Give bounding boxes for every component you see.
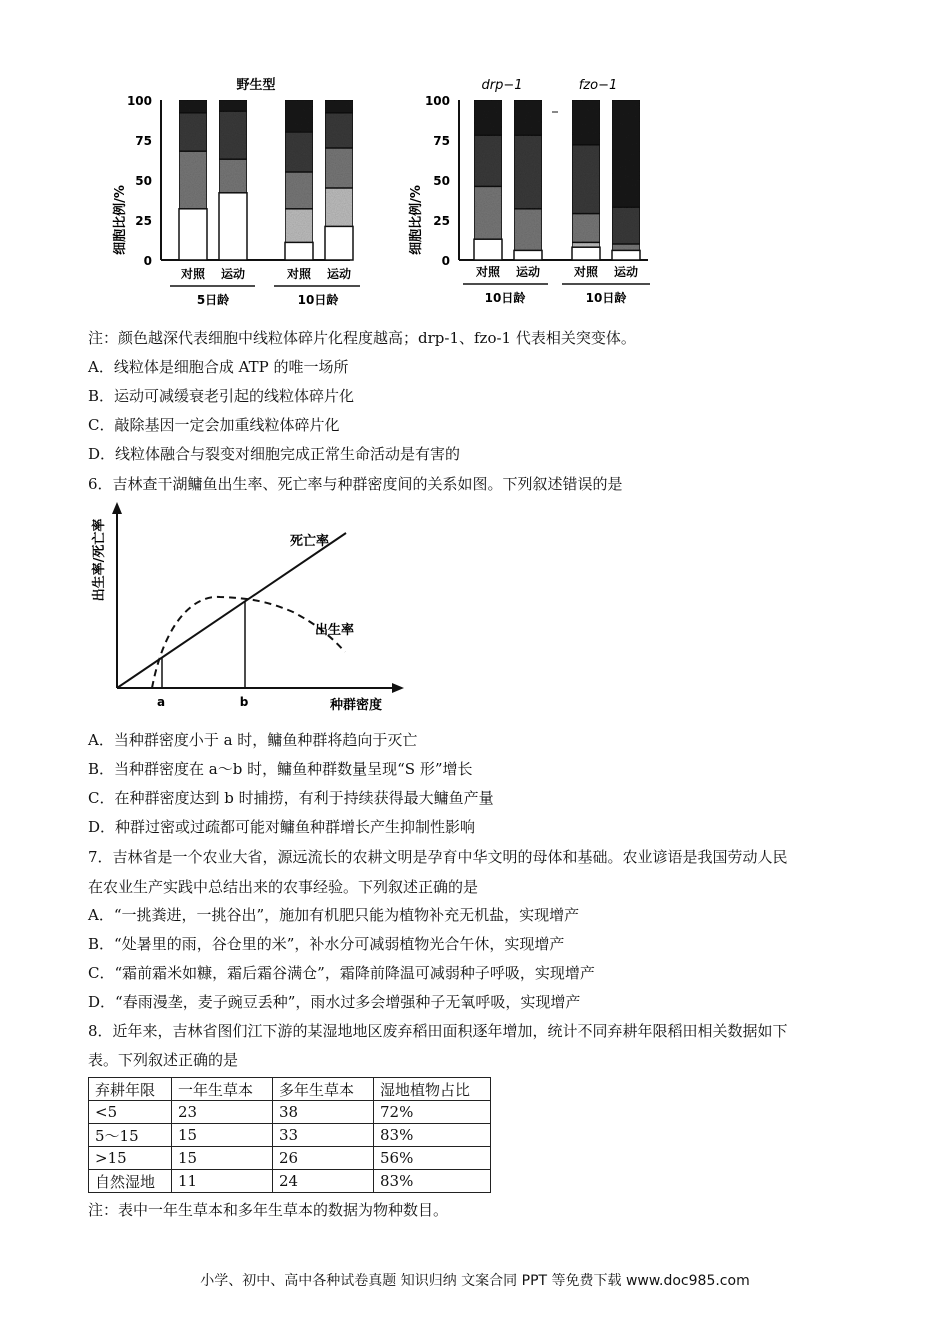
table-header: 弃耕年限 bbox=[89, 1078, 172, 1101]
table-header: 湿地植物占比 bbox=[374, 1078, 491, 1101]
right-bar2-label: 运动 bbox=[515, 265, 541, 279]
right-ytick-0: 0 bbox=[441, 254, 450, 268]
bar-segment bbox=[179, 151, 207, 209]
table-cell: 24 bbox=[273, 1170, 374, 1193]
bar-segment bbox=[612, 250, 640, 260]
q7-stem-line2: 在农业生产实践中总结出来的农事经验。下列叙述正确的是 bbox=[88, 878, 479, 896]
table-cell: 38 bbox=[273, 1101, 374, 1124]
table-header-row bbox=[89, 1078, 491, 1101]
bar-segment bbox=[285, 242, 313, 260]
bar-segment bbox=[474, 100, 502, 135]
bar-segment bbox=[179, 113, 207, 151]
right-bar4-label: 运动 bbox=[613, 265, 639, 279]
table-cell: 72% bbox=[374, 1101, 491, 1124]
q6-option-b: B．当种群密度在 a～b 时，鳙鱼种群数量呈现“S 形”增长 bbox=[88, 760, 473, 778]
bar-segment bbox=[325, 226, 353, 260]
table-cell: >15 bbox=[89, 1147, 172, 1170]
bar-segment bbox=[572, 145, 600, 214]
right-bar3-label: 对照 bbox=[573, 265, 599, 279]
bar-segment bbox=[285, 172, 313, 209]
bar-segment bbox=[179, 209, 207, 260]
left-group-10d: 10日龄 bbox=[297, 293, 339, 307]
left-bar1-label: 对照 bbox=[180, 267, 206, 281]
q5-option-b: B．运动可减缓衰老引起的线粒体碎片化 bbox=[88, 387, 355, 405]
q7-option-a: A．“一挑粪进，一挑谷出”，施加有机肥只能为植物补充无机盐，实现增产 bbox=[88, 906, 580, 924]
q7-option-c: C．“霜前霜米如糠，霜后霜谷满仓”，霜降前降温可减弱种子呼吸，实现增产 bbox=[88, 964, 595, 982]
table-cell: 23 bbox=[172, 1101, 273, 1124]
drp1-title: drp−1 bbox=[481, 78, 523, 93]
table-row bbox=[89, 1147, 491, 1170]
q5-option-a: A．线粒体是细胞合成 ATP 的唯一场所 bbox=[88, 358, 349, 376]
x-axis-label: 种群密度 bbox=[330, 698, 383, 713]
q5-note: 注：颜色越深代表细胞中线粒体碎片化程度越高；drp-1、fzo-1 代表相关突变体。 bbox=[88, 329, 636, 347]
q8-note: 注：表中一年生草本和多年生草本的数据为物种数目。 bbox=[88, 1201, 449, 1219]
bar-segment bbox=[514, 100, 542, 135]
left-bar4-label: 运动 bbox=[326, 267, 352, 281]
table-cell: 83% bbox=[374, 1124, 491, 1147]
right-ytick-75: 75 bbox=[433, 134, 450, 148]
q7-stem-line1: 7．吉林省是一个农业大省，源远流长的农耕文明是孕育中华文明的母体和基础。农业谚语是我国劳动人民 bbox=[88, 848, 788, 866]
bar-segment bbox=[514, 135, 542, 209]
bar-segment bbox=[474, 186, 502, 239]
left-ytick-50: 50 bbox=[135, 174, 152, 188]
table-cell: 5～15 bbox=[89, 1124, 172, 1147]
bar-segment bbox=[219, 111, 247, 159]
x-axis-arrow-icon bbox=[392, 683, 404, 693]
death-rate-line bbox=[117, 533, 346, 688]
q8-stem-line1: 8．近年来，吉林省图们江下游的某湿地地区废弃稻田面积逐年增加，统计不同弃耕年限稻田相关数据如下 bbox=[88, 1022, 788, 1040]
table-cell: <5 bbox=[89, 1101, 172, 1124]
q8-table bbox=[88, 1077, 491, 1193]
right-ytick-50: 50 bbox=[433, 174, 450, 188]
bar-segment bbox=[612, 244, 640, 250]
table-cell: 自然湿地 bbox=[89, 1170, 172, 1193]
bar-segment bbox=[285, 132, 313, 172]
label-a: a bbox=[156, 695, 166, 709]
q6-option-a: A．当种群密度小于 a 时，鳙鱼种群将趋向于灭亡 bbox=[88, 731, 418, 749]
left-y-axis-label: 细胞比例/% bbox=[113, 185, 128, 255]
right-bars bbox=[474, 100, 640, 260]
q6-stem: 6．吉林查干湖鳙鱼出生率、死亡率与种群密度间的关系如图。下列叙述错误的是 bbox=[88, 475, 623, 493]
q8-stem-line2: 表。下列叙述正确的是 bbox=[88, 1051, 239, 1069]
birth-rate-label: 出生率 bbox=[315, 623, 355, 638]
q6-option-c: C．在种群密度达到 b 时捕捞，有利于持续获得最大鳙鱼产量 bbox=[88, 789, 494, 807]
right-group-10d-a: 10日龄 bbox=[484, 291, 526, 305]
bar-segment bbox=[514, 250, 542, 260]
birth-rate-curve bbox=[152, 597, 345, 688]
fzo1-title: fzo−1 bbox=[578, 78, 618, 93]
left-ytick-25: 25 bbox=[135, 214, 152, 228]
bar-segment bbox=[612, 207, 640, 244]
table-cell: 26 bbox=[273, 1147, 374, 1170]
table-row bbox=[89, 1101, 491, 1124]
population-density-graph bbox=[80, 500, 420, 720]
bar-segment bbox=[474, 239, 502, 260]
bar-segment bbox=[285, 209, 313, 243]
table-header: 一年生草本 bbox=[172, 1078, 273, 1101]
bar-segment bbox=[572, 100, 600, 145]
table-row bbox=[89, 1170, 491, 1193]
bar-segment bbox=[219, 159, 247, 193]
right-ytick-100: 100 bbox=[424, 94, 450, 108]
bar-segment bbox=[612, 100, 640, 207]
table-cell: 56% bbox=[374, 1147, 491, 1170]
bar-segment bbox=[285, 100, 313, 132]
left-bars bbox=[179, 100, 353, 260]
left-ytick-0: 0 bbox=[143, 254, 152, 268]
q7-option-d: D．“春雨漫垄，麦子豌豆丢种”，雨水过多会增强种子无氧呼吸，实现增产 bbox=[88, 993, 581, 1011]
q5-option-c: C．敲除基因一定会加重线粒体碎片化 bbox=[88, 416, 340, 434]
right-bar1-label: 对照 bbox=[475, 265, 501, 279]
bar-segment bbox=[325, 148, 353, 188]
bar-segment bbox=[572, 214, 600, 243]
table-cell: 15 bbox=[172, 1147, 273, 1170]
left-bar2-label: 运动 bbox=[220, 267, 246, 281]
left-group-5d: 5日龄 bbox=[196, 293, 230, 307]
bar-segment bbox=[219, 100, 247, 111]
q7-option-b: B．“处暑里的雨，谷仓里的米”，补水分可减弱植物光合午休，实现增产 bbox=[88, 935, 565, 953]
bar-segment bbox=[179, 100, 207, 113]
table-header: 多年生草本 bbox=[273, 1078, 374, 1101]
page-footer: 小学、初中、高中各种试卷真题 知识归纳 文案合同 PPT 等免费下载 www.doc985.com bbox=[200, 1273, 750, 1289]
y-axis-arrow-icon bbox=[112, 502, 122, 514]
right-group-10d-b: 10日龄 bbox=[585, 291, 627, 305]
bar-segment bbox=[325, 188, 353, 226]
label-b: b bbox=[239, 695, 249, 709]
right-y-axis-label: 细胞比例/% bbox=[409, 185, 424, 255]
bar-segment bbox=[325, 113, 353, 148]
left-ytick-100: 100 bbox=[126, 94, 152, 108]
table-cell: 83% bbox=[374, 1170, 491, 1193]
bar-segment bbox=[474, 135, 502, 186]
left-ytick-75: 75 bbox=[135, 134, 152, 148]
wildtype-title: 野生型 bbox=[236, 78, 276, 93]
table-row bbox=[89, 1124, 491, 1147]
death-rate-label: 死亡率 bbox=[290, 534, 330, 549]
mitochondria-figure bbox=[0, 60, 950, 320]
bar-segment bbox=[572, 247, 600, 260]
q6-option-d: D．种群过密或过疏都可能对鳙鱼种群增长产生抑制性影响 bbox=[88, 818, 476, 836]
y-axis-label: 出生率/死亡率 bbox=[92, 518, 107, 602]
table-cell: 11 bbox=[172, 1170, 273, 1193]
q5-option-d: D．线粒体融合与裂变对细胞完成正常生命活动是有害的 bbox=[88, 445, 461, 463]
right-ytick-25: 25 bbox=[433, 214, 450, 228]
bar-segment bbox=[219, 193, 247, 260]
left-bar3-label: 对照 bbox=[286, 267, 312, 281]
table-cell: 33 bbox=[273, 1124, 374, 1147]
bar-segment bbox=[514, 209, 542, 251]
bar-segment bbox=[325, 100, 353, 113]
table-cell: 15 bbox=[172, 1124, 273, 1147]
